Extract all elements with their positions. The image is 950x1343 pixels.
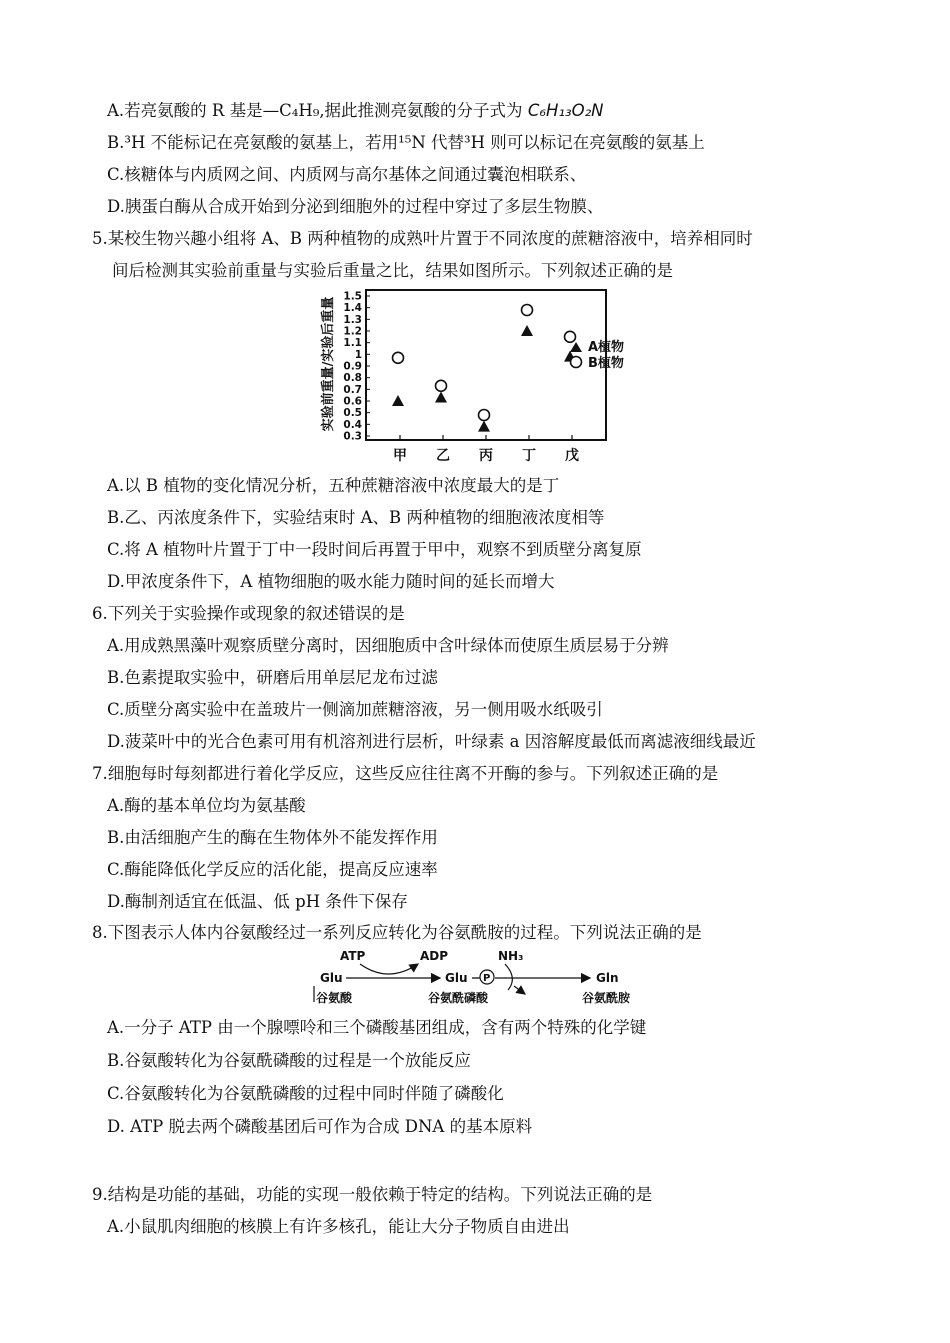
- q6-option-a: A.用成熟黑藻叶观察质壁分离时，因细胞质中含叶绿体而使原生质层易于分辨: [107, 636, 669, 655]
- q4-option-a: [107, 99, 604, 123]
- q4-option-b: B.³H 不能标记在亮氨酸的氨基上，若用¹⁵N 代替³H 则可以标记在亮氨酸的氨基上: [107, 133, 705, 152]
- q5-stem-line1: 5.某校生物兴趣小组将 A、B 两种植物的成熟叶片置于不同浓度的蔗糖溶液中，培养相同时: [92, 229, 753, 248]
- legend-b-label: B植物: [588, 356, 624, 371]
- point-a-triangle: [392, 395, 404, 406]
- q9-option-a: A.小鼠肌肉细胞的核膜上有许多核孔，能让大分子物质自由进出: [107, 1217, 570, 1236]
- legend-circle-icon: [571, 357, 582, 368]
- q5-option-d: D.甲浓度条件下，A 植物细胞的吸水能力随时间的延长而增大: [107, 572, 555, 591]
- q6-option-c: C.质壁分离实验中在盖玻片一侧滴加蔗糖溶液，另一侧用吸水纸吸引: [107, 700, 603, 719]
- q7-option-b: B.由活细胞产生的酶在生物体外不能发挥作用: [107, 828, 438, 847]
- point-a-triangle: [521, 325, 533, 336]
- point-b-circle: [436, 380, 447, 391]
- glu-p-label: Glu: [445, 971, 468, 985]
- legend: [570, 339, 624, 371]
- y-tick-label: 0.8: [343, 372, 362, 385]
- y-tick-label: 0.9: [343, 360, 362, 373]
- nh3-p-curve: [505, 964, 525, 994]
- q9-stem: 9.结构是功能的基础，功能的实现一般依赖于特定的结构。下列说法正确的是: [92, 1185, 653, 1204]
- q5-option-a: A.以 B 植物的变化情况分析，五种蔗糖溶液中浓度最大的是丁: [107, 476, 560, 495]
- molecular-formula: C₆H₁₃O₂N: [527, 101, 604, 120]
- q6-option-d: D.菠菜叶中的光合色素可用有机溶剂进行层析，叶绿素 a 因溶解度最低而离滤液细线最近: [107, 732, 756, 751]
- legend-triangle-icon: [570, 342, 582, 352]
- q8-option-d: D. ATP 脱去两个磷酸基团后可作为合成 DNA 的基本原料: [107, 1117, 533, 1136]
- y-axis-label: 实验前重量/实验后重量: [321, 296, 336, 432]
- q7-stem: 7.细胞每时每刻都进行着化学反应，这些反应往往离不开酶的参与。下列叙述正确的是: [92, 764, 719, 783]
- data-points: [392, 305, 576, 432]
- atp-adp-curve: [360, 964, 418, 974]
- phosphate-p-label: P: [483, 973, 491, 984]
- y-tick-label: 1.1: [343, 337, 362, 350]
- q8-option-c: C.谷氨酸转化为谷氨酰磷酸的过程中同时伴随了磷酸化: [107, 1084, 504, 1103]
- gln-chinese-name: 谷氨酰胺: [582, 991, 631, 1005]
- q8-stem: 8.下图表示人体内谷氨酸经过一系列反应转化为谷氨酰胺的过程。下列说法正确的是: [92, 923, 702, 942]
- q4-option-c: C.核糖体与内质网之间、内质网与高尔基体之间通过囊泡相联系、: [107, 165, 587, 184]
- x-tick-label: 丙: [479, 448, 493, 464]
- q7-option-a: A.酶的基本单位均为氨基酸: [107, 796, 306, 815]
- q6-stem: 6.下列关于实验操作或现象的叙述错误的是: [92, 604, 405, 623]
- gln-label: Gln: [596, 971, 619, 985]
- q5-stem-line2: 间后检测其实验前重量与实验后重量之比，结果如图所示。下列叙述正确的是: [112, 261, 673, 280]
- point-b-circle: [522, 305, 533, 316]
- point-a-triangle: [435, 392, 447, 403]
- q7-option-c: C.酶能降低化学反应的活化能，提高反应速率: [107, 860, 438, 879]
- y-tick-label: 1.5: [343, 290, 362, 303]
- y-tick-label: 0.3: [343, 430, 362, 443]
- y-tick-label: 0.6: [343, 395, 362, 408]
- q8-option-a: A.一分子 ATP 由一个腺嘌呤和三个磷酸基团组成，含有两个特殊的化学键: [107, 1018, 647, 1037]
- q7-option-d: D.酶制剂适宜在低温、低 pH 条件下保存: [107, 892, 408, 911]
- glu-label: Glu: [320, 971, 343, 985]
- q5-option-c: C.将 A 植物叶片置于丁中一段时间后再置于甲中，观察不到质壁分离复原: [107, 540, 642, 559]
- nh3-label: NH₃: [498, 949, 524, 963]
- atp-label: ATP: [340, 949, 366, 963]
- q4-option-a-text: A.若亮氨酸的 R 基是—C₄H₉,据此推测亮氨酸的分子式为: [107, 101, 528, 120]
- point-b-circle: [393, 352, 404, 363]
- glu-p-chinese-name: 谷氨酰磷酸: [428, 991, 489, 1005]
- q5-option-b: B.乙、丙浓度条件下，实验结束时 A、B 两种植物的细胞液浓度相等: [107, 508, 605, 527]
- point-b-circle: [565, 331, 576, 342]
- x-tick-label: 丁: [522, 448, 536, 464]
- y-tick-label: 1.4: [343, 302, 362, 315]
- q4-option-d: D.胰蛋白酶从合成开始到分泌到细胞外的过程中穿过了多层生物膜、: [107, 197, 604, 216]
- adp-label: ADP: [420, 949, 449, 963]
- q8-option-b: B.谷氨酸转化为谷氨酰磷酸的过程是一个放能反应: [107, 1051, 471, 1070]
- glu-chinese-name: 谷氨酸: [316, 991, 353, 1005]
- glutamate-pathway-diagram: [300, 946, 650, 1008]
- point-a-triangle: [478, 421, 490, 432]
- x-tick-label: 戊: [565, 448, 579, 464]
- x-tick-label: 甲: [393, 448, 407, 464]
- legend-a-label: A植物: [588, 340, 625, 355]
- y-tick-label: 1: [354, 348, 362, 361]
- y-tick-label: 0.4: [343, 418, 362, 431]
- y-tick-label: 1.2: [343, 325, 362, 338]
- q5-scatter-chart: [312, 284, 664, 470]
- x-tick-label: 乙: [436, 448, 450, 464]
- y-tick-label: 1.3: [343, 313, 362, 326]
- point-b-circle: [479, 410, 490, 421]
- q6-option-b: B.色素提取实验中，研磨后用单层尼龙布过滤: [107, 668, 438, 687]
- y-tick-label: 0.7: [343, 383, 362, 396]
- y-tick-label: 0.5: [343, 407, 362, 420]
